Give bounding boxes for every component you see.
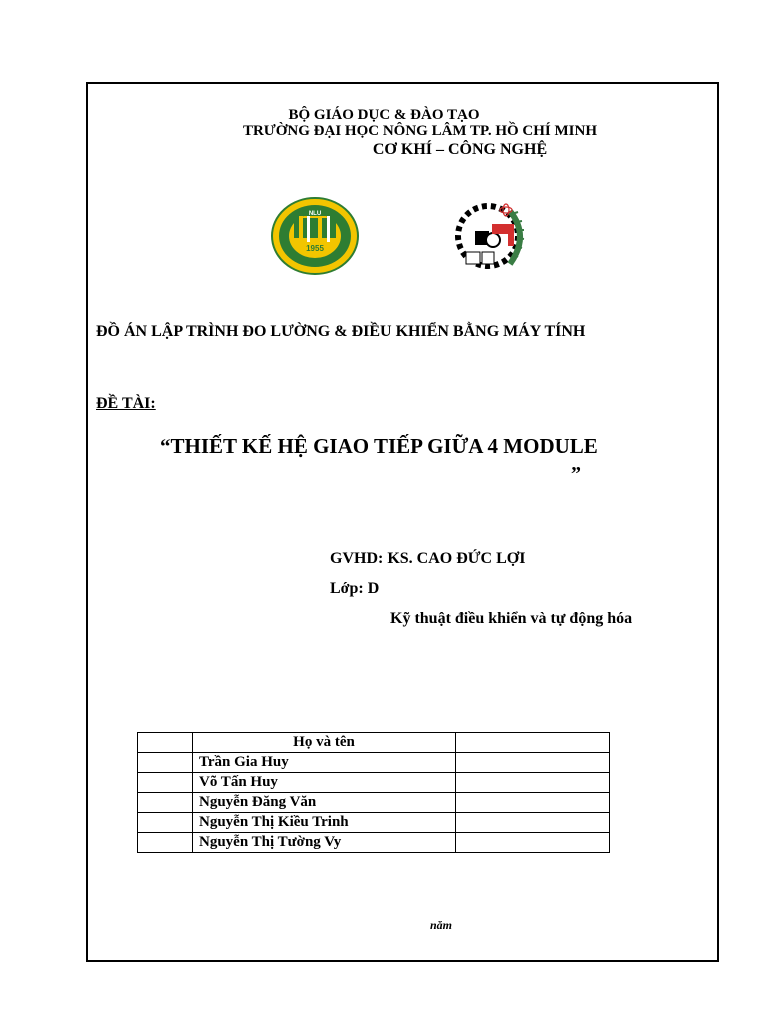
table-row [138,813,610,833]
mechanical-engineering-faculty-logo [450,196,540,276]
table-cell [456,833,610,853]
svg-text:NLU: NLU [308,211,322,217]
table-cell [138,813,193,833]
member-name: Nguyễn Thị Tường Vy [193,833,456,853]
nlu-university-logo [270,196,360,276]
table-cell [138,833,193,853]
table-header-cell: Họ và tên [193,733,456,753]
advisor-name: GVHD: KS. CAO ĐỨC LỢI [330,550,526,567]
member-name: Trần Gia Huy [193,753,456,773]
topic-title: “THIẾT KẾ HỆ GIAO TIẾP GIỮA 4 MODULE [160,434,598,458]
table-header-cell [138,733,193,753]
table-cell [138,753,193,773]
member-name: Nguyễn Đăng Văn [193,793,456,813]
member-name: Nguyễn Thị Kiều Trinh [193,813,456,833]
major-name: Kỹ thuật điều khiển và tự động hóa [390,610,633,627]
project-title: ĐỒ ÁN LẬP TRÌNH ĐO LƯỜNG & ĐIỀU KHIỂN BẰNG MÁY TÍNH [96,323,586,340]
table-header-row [138,733,610,753]
svg-text:1955: 1955 [306,244,324,253]
table-row [138,753,610,773]
topic-closing-quote: ” [571,463,581,485]
table-cell [138,793,193,813]
ministry-name: BỘ GIÁO DỤC & ĐÀO TẠO [288,107,480,123]
table-cell [138,773,193,793]
member-name: Võ Tấn Huy [193,773,456,793]
table-cell [456,793,610,813]
table-cell [456,753,610,773]
members-table [137,732,610,853]
year-label: năm [430,918,453,932]
topic-label: ĐỀ TÀI: [96,395,156,412]
table-row [138,833,610,853]
table-row [138,793,610,813]
university-name: TRƯỜNG ĐẠI HỌC NÔNG LÂM TP. HỒ CHÍ MINH [242,123,598,139]
table-cell [456,813,610,833]
table-header-cell [456,733,610,753]
table-cell [456,773,610,793]
table-row [138,773,610,793]
class-label: Lớp: D [330,580,380,597]
faculty-name: CƠ KHÍ – CÔNG NGHỆ [372,141,548,158]
